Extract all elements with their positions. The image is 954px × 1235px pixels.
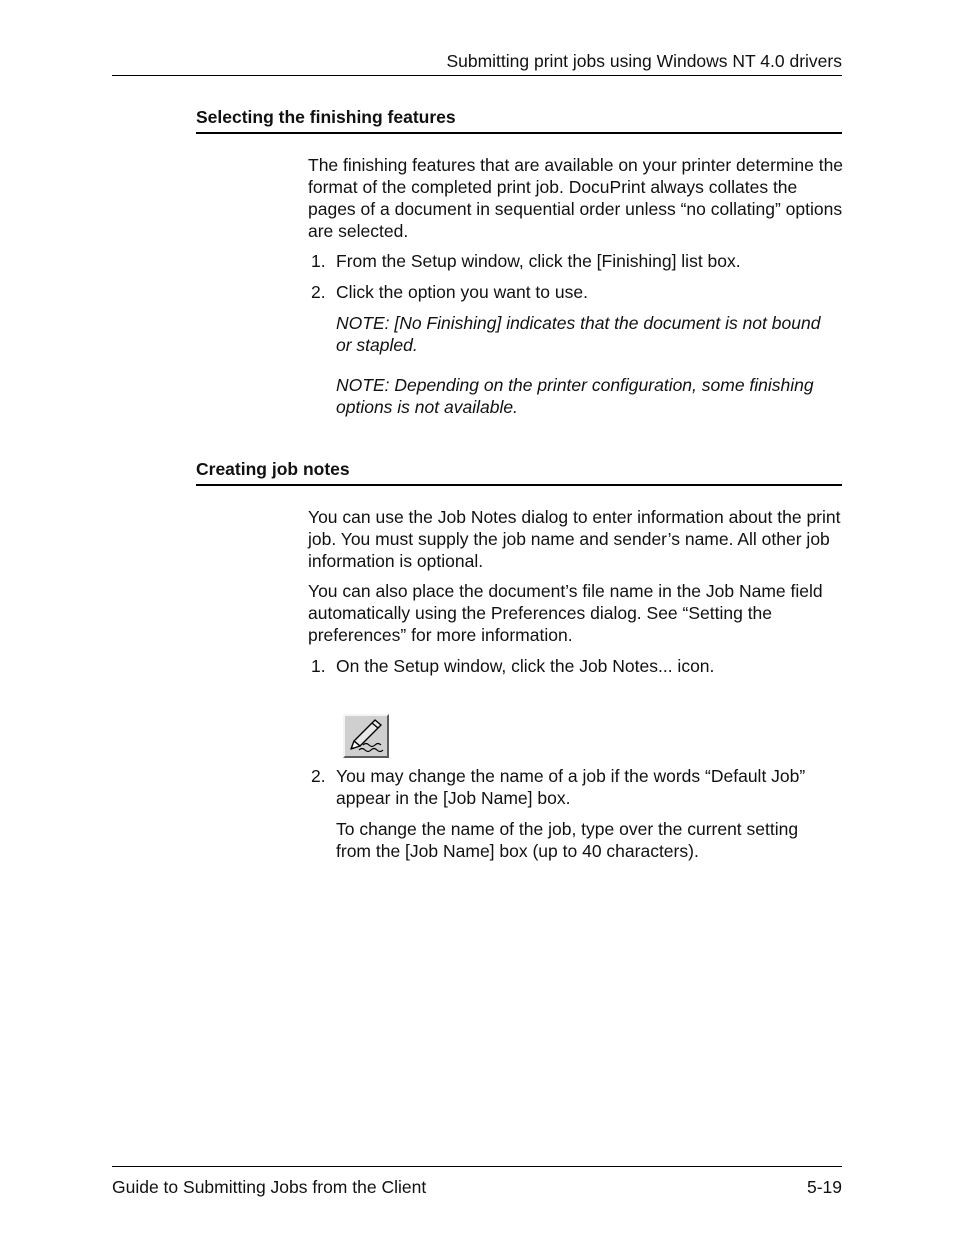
finishing-step-2 — [308, 281, 848, 303]
section-rule-finishing — [196, 132, 842, 134]
finishing-intro-paragraph: The finishing features that are available on your printer determine the format of the completed print job. DocuPrint always collates the pages of a document in sequential order unless “no collating” options are selected. — [308, 155, 844, 241]
step-text: On the Setup window, click the Job Notes... icon. — [336, 656, 715, 676]
job-notes-step-1 — [308, 655, 848, 677]
section-title-finishing: Selecting the finishing features — [196, 107, 456, 127]
job-notes-paragraph-2: You can also place the document’s file name in the Job Name field automatically using the Preferences dialog. See “Setting the preferences” for more information. — [308, 581, 823, 645]
job-notes-pen-icon — [343, 714, 389, 758]
step-text: Click the option you want to use. — [336, 282, 588, 302]
step-number: 1. — [311, 656, 326, 676]
footer-page-number: 5-19 — [806, 1177, 842, 1197]
footer-rule — [112, 1166, 842, 1167]
note-printer-configuration: NOTE: Depending on the printer configuration, some finishing options is not available. — [336, 375, 814, 417]
section-rule-job-notes — [196, 484, 842, 486]
running-header: Submitting print jobs using Windows NT 4.0 drivers — [446, 51, 842, 71]
step-text: You may change the name of a job if the words “Default Job” appear in the [Job Name] box. — [336, 766, 806, 808]
job-notes-step-2 — [308, 765, 848, 809]
job-name-change-instructions: To change the name of the job, type over the current setting from the [Job Name] box (up to 40 characters). — [336, 819, 799, 861]
step-number: 2. — [311, 766, 326, 786]
header-rule — [112, 75, 842, 76]
section-title-job-notes: Creating job notes — [196, 459, 350, 479]
step-number: 1. — [311, 251, 326, 271]
finishing-step-1 — [308, 250, 848, 272]
step-text: From the Setup window, click the [Finishing] list box. — [336, 251, 741, 271]
note-no-finishing: NOTE: [No Finishing] indicates that the document is not bound or stapled. — [336, 313, 821, 355]
step-number: 2. — [311, 282, 326, 302]
job-notes-paragraph-1: You can use the Job Notes dialog to enter information about the print job. You must supply the job name and sender’s name. All other job information is optional. — [308, 507, 841, 571]
footer-document-title: Guide to Submitting Jobs from the Client — [112, 1177, 427, 1197]
